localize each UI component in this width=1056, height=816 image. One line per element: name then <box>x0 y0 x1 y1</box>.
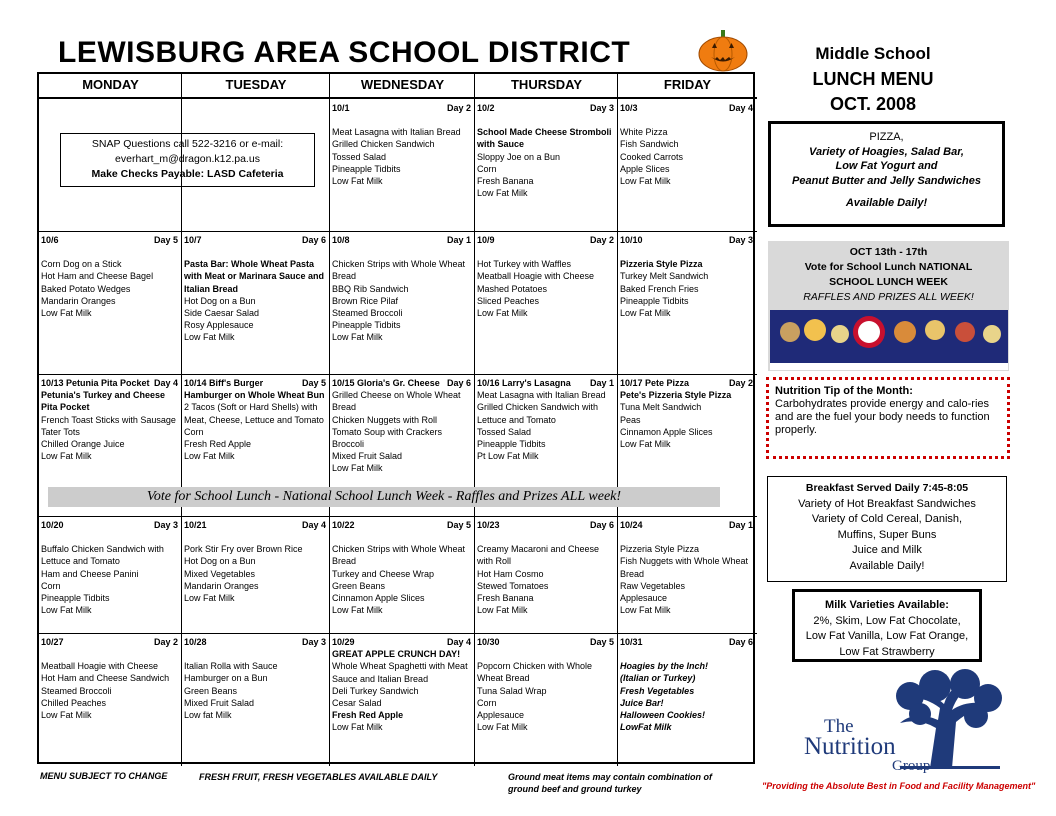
menu-date: 10/31 <box>620 637 643 647</box>
cell-header <box>620 636 753 648</box>
school-level: Middle School <box>815 44 931 63</box>
menu-day-cell <box>620 102 753 229</box>
cell-header <box>332 102 471 114</box>
menu-item: French Toast Sticks with Sausage <box>41 414 176 425</box>
menu-item: Pineapple Tidbits <box>477 439 546 450</box>
menu-item: Corn <box>477 163 497 174</box>
day-header-friday: FRIDAY <box>618 74 757 99</box>
menu-item: Juice Bar! <box>620 697 664 708</box>
menu-item: Applesauce <box>620 593 668 604</box>
row-divider <box>39 633 757 634</box>
menu-item: Mixed Fruit Salad <box>332 451 403 462</box>
day-header-thursday: THURSDAY <box>475 74 618 99</box>
logo-the: The <box>824 716 854 737</box>
menu-day-cell <box>620 636 753 764</box>
milk-line: 2%, Skim, Low Fat Chocolate, <box>813 614 961 627</box>
rotation-day: Day 3 <box>728 235 753 245</box>
menu-item: Creamy Macaroni and Cheese with Roll <box>477 544 600 567</box>
menu-item: Hot Ham and Cheese Sandwich <box>41 673 170 684</box>
menu-item: Turkey Melt Sandwich <box>620 271 709 282</box>
available-daily: Available Daily! <box>845 197 928 209</box>
menu-item: Buffalo Chicken Sandwich with Lettuce and Tomato <box>41 544 164 567</box>
yogurt-line: Low Fat Yogurt and <box>835 160 938 172</box>
hoagies-line: Variety of Hoagies, Salad Bar, <box>809 145 964 158</box>
snap-info-box <box>60 133 315 187</box>
menu-item: Italian Rolla with Sauce <box>184 661 278 672</box>
rotation-day: Day 1 <box>589 378 614 388</box>
rotation-day: Day 5 <box>153 235 178 245</box>
menu-item: Stewed Tomatoes <box>477 580 549 591</box>
menu-date: 10/2 <box>477 103 495 113</box>
cell-header <box>41 519 178 531</box>
cell-header <box>620 519 753 531</box>
menu-item: Mixed Vegetables <box>184 568 256 579</box>
menu-date: 10/24 <box>620 520 643 530</box>
menu-day-cell <box>477 519 614 631</box>
menu-item: Low Fat Milk <box>477 722 528 733</box>
menu-item: Hot Dog on a Bun <box>184 556 256 567</box>
cell-header <box>41 636 178 648</box>
cell-header <box>332 636 471 648</box>
menu-item: Green Beans <box>184 685 238 696</box>
menu-date: 10/15 Gloria's Gr. Cheese <box>332 378 440 388</box>
menu-date: 10/1 <box>332 103 350 113</box>
menu-item: Cinnamon Apple Slices <box>332 593 425 604</box>
menu-date: 10/3 <box>620 103 638 113</box>
snap-questions: SNAP Questions call 522-3216 or e-mail: <box>91 138 284 150</box>
milk-line: Low Fat Strawberry <box>839 645 935 658</box>
menu-item: Pineapple Tidbits <box>332 163 401 174</box>
menu-item: 2 Tacos (Soft or Hard Shells) with Meat, Cheese, Lettuce and Tomato <box>184 402 324 425</box>
menu-item: White Pizza <box>620 127 668 138</box>
menu-item: Side Caesar Salad <box>184 308 260 319</box>
menu-item: Pork Stir Fry over Brown Rice <box>184 544 303 555</box>
company-tagline: "Providing the Absolute Best in Food and Facility Management" <box>762 781 1036 791</box>
menu-day-cell <box>477 102 614 229</box>
menu-item: Low Fat Milk <box>332 332 383 343</box>
rotation-day: Day 3 <box>153 520 178 530</box>
menu-item: Tater Tots <box>41 426 80 437</box>
menu-item: Hot Ham Cosmo <box>477 568 544 579</box>
menu-item: Chilled Orange Juice <box>41 439 125 450</box>
menu-item: Pizzeria Style Pizza <box>620 544 700 555</box>
menu-item: Halloween Cookies! <box>620 710 706 721</box>
rotation-day: Day 2 <box>728 378 753 388</box>
menu-item: Applesauce <box>477 710 525 721</box>
menu-item: Cesar Salad <box>332 698 382 709</box>
rotation-day: Day 5 <box>446 520 471 530</box>
menu-item: Fish Nuggets with Whole Wheat Bread <box>620 556 749 579</box>
menu-item: Tomato Soup with Crackers <box>332 426 443 437</box>
menu-item: Tossed Salad <box>332 151 387 162</box>
menu-date: 10/20 <box>41 520 64 530</box>
rotation-day: Day 2 <box>446 103 471 113</box>
menu-item: Peas <box>620 414 641 425</box>
menu-item: Low Fat Milk <box>184 451 235 462</box>
cell-header <box>620 102 753 114</box>
row-divider <box>39 231 757 232</box>
menu-item: Cinnamon Apple Slices <box>620 426 713 437</box>
menu-item: Low Fat Milk <box>184 332 235 343</box>
column-divider <box>474 74 475 766</box>
menu-item: Sliced Peaches <box>477 295 540 306</box>
menu-item: Raw Vegetables <box>620 580 686 591</box>
menu-day-cell <box>477 636 614 764</box>
cell-header <box>477 377 614 389</box>
snap-checks: Make Checks Payable: LASD Cafeteria <box>91 168 284 180</box>
breakfast-line: Juice and Milk <box>852 544 922 556</box>
menu-day-cell <box>332 519 471 631</box>
menu-item: Low Fat Milk <box>332 176 383 187</box>
menu-item: Fresh Red Apple <box>184 439 252 450</box>
menu-item: Fresh Banana <box>477 176 534 187</box>
cell-header <box>332 234 471 246</box>
menu-item: Low Fat Milk <box>332 463 383 474</box>
row-divider <box>39 516 757 517</box>
menu-item: Mixed Fruit Salad <box>184 697 255 708</box>
menu-item: Grilled Chicken Sandwich <box>332 139 435 150</box>
menu-item: Chicken Strips with Whole Wheat Bread <box>332 544 466 567</box>
cell-header <box>41 377 178 389</box>
menu-item: Corn <box>41 580 61 591</box>
menu-item: Low Fat Milk <box>332 605 383 616</box>
menu-item: GREAT APPLE CRUNCH DAY! <box>332 649 461 660</box>
rotation-day: Day 4 <box>728 103 753 113</box>
menu-day-cell <box>332 102 471 229</box>
menu-item: Rosy Applesauce <box>184 320 254 331</box>
pizza-line: PIZZA, <box>869 131 904 143</box>
menu-item: LowFat Milk <box>620 722 672 733</box>
column-divider <box>329 74 330 766</box>
menu-item: Fresh Banana <box>477 593 534 604</box>
menu-item: School Made Cheese Stromboli with Sauce <box>477 127 612 150</box>
rotation-day: Day 1 <box>728 520 753 530</box>
rotation-day: Day 4 <box>301 520 326 530</box>
district-title: LEWISBURG AREA SCHOOL DISTRICT <box>58 36 631 69</box>
menu-item: Chicken Strips with Whole Wheat Bread <box>332 259 466 282</box>
day-header-tuesday: TUESDAY <box>182 74 330 99</box>
menu-item: Fresh Red Apple <box>332 710 404 721</box>
menu-date: 10/30 <box>477 637 500 647</box>
cell-header <box>477 519 614 531</box>
cell-header <box>184 519 326 531</box>
cell-header <box>477 102 614 114</box>
pbj-line: Peanut Butter and Jelly Sandwiches <box>792 174 981 187</box>
rotation-day: Day 3 <box>301 637 326 647</box>
vote-banner: Vote for School Lunch - National School Lunch Week - Raffles and Prizes ALL week! <box>48 487 720 507</box>
rotation-day: Day 2 <box>589 235 614 245</box>
column-divider <box>617 74 618 766</box>
cell-header <box>332 519 471 531</box>
breakfast-heading: Breakfast Served Daily 7:45-8:05 <box>805 482 969 494</box>
menu-month: OCT. 2008 <box>829 94 917 114</box>
menu-day-cell <box>41 636 178 764</box>
menu-item: Low Fat Milk <box>620 605 671 616</box>
menu-date: 10/7 <box>184 235 202 245</box>
menu-day-cell <box>41 234 178 372</box>
rotation-day: Day 6 <box>589 520 614 530</box>
breakfast-line: Available Daily! <box>849 559 925 572</box>
menu-item: Green Beans <box>332 580 386 591</box>
breakfast-box <box>767 476 1007 582</box>
rotation-day: Day 4 <box>446 637 471 647</box>
menu-date: 10/22 <box>332 520 355 530</box>
logo-group: Group <box>892 758 931 774</box>
pumpkin-icon <box>696 28 750 72</box>
menu-item: Hoagies by the Inch! <box>620 661 709 672</box>
footer-ground-meat-line1: Ground meat items may contain combination of <box>508 772 713 782</box>
menu-item: Hot Turkey with Waffles <box>477 259 572 270</box>
menu-date: 10/16 Larry's Lasagna <box>477 378 571 388</box>
menu-item: Hot Dog on a Bun <box>184 295 256 306</box>
menu-item: Low Fat Milk <box>41 308 92 319</box>
menu-item: Chicken Nuggets with Roll <box>332 414 438 425</box>
menu-day-cell <box>620 234 753 372</box>
menu-day-cell <box>332 636 471 764</box>
footer-fresh-fruit: FRESH FRUIT, FRESH VEGETABLES AVAILABLE DAILY <box>199 772 438 782</box>
menu-day-cell <box>477 234 614 372</box>
rotation-day: Day 6 <box>446 378 471 388</box>
menu-day-cell <box>184 234 326 372</box>
rotation-day: Day 6 <box>301 235 326 245</box>
natl-dates: OCT 13th - 17th <box>849 246 928 258</box>
breakfast-line: Muffins, Super Buns <box>837 528 937 541</box>
menu-item: Pizzeria Style Pizza <box>620 259 703 270</box>
menu-item: Brown Rice Pilaf <box>332 295 399 306</box>
menu-item: Hamburger on Whole Wheat Bun <box>184 390 325 401</box>
school-lunch-characters-image <box>770 310 1008 370</box>
menu-item: Whole Wheat Spaghetti with Meat Sauce and Italian Bread <box>332 661 468 684</box>
menu-item: Deli Turkey Sandwich <box>332 685 419 696</box>
menu-item: Corn Dog on a Stick <box>41 259 122 270</box>
milk-heading: Milk Varieties Available: <box>825 599 949 611</box>
nutrition-tip-box <box>766 377 1010 459</box>
menu-item: Meatball Hoagie with Cheese <box>41 661 159 672</box>
snap-email: everhart_m@dragon.k12.pa.us <box>115 153 260 165</box>
menu-item: Tossed Salad <box>477 426 532 437</box>
menu-item: Grilled Chicken Sandwich with Lettuce and Tomato <box>477 402 599 425</box>
menu-date: 10/28 <box>184 637 207 647</box>
menu-date: 10/21 <box>184 520 207 530</box>
menu-item: Turkey and Cheese Wrap <box>332 568 435 579</box>
milk-varieties-box <box>792 589 982 662</box>
menu-item: Tuna Salad Wrap <box>477 685 547 696</box>
menu-item: Cooked Carrots <box>620 151 684 162</box>
menu-item: Fresh Vegetables <box>620 685 695 696</box>
menu-day-cell <box>332 234 471 372</box>
menu-item: Meat Lasagna with Italian Bread <box>477 390 606 401</box>
menu-item: Low Fat Milk <box>620 439 671 450</box>
menu-item: Baked Potato Wedges <box>41 283 131 294</box>
menu-item: Mashed Potatoes <box>477 283 548 294</box>
menu-item: Petunia's Turkey and Cheese Pita Pocket <box>41 390 166 413</box>
menu-date: 10/14 Biff's Burger <box>184 378 264 388</box>
menu-date: 10/6 <box>41 235 59 245</box>
menu-item: Hot Ham and Cheese Bagel <box>41 271 154 282</box>
footer-ground-meat <box>508 771 712 795</box>
menu-item: Low Fat Milk <box>620 176 671 187</box>
rotation-day: Day 6 <box>728 637 753 647</box>
menu-item: Corn <box>184 426 204 437</box>
menu-item: Low Fat Milk <box>41 451 92 462</box>
daily-options-box <box>768 121 1005 227</box>
menu-date: 10/13 Petunia Pita Pocket <box>41 378 150 388</box>
natl-raffles: RAFFLES AND PRIZES ALL WEEK! <box>803 291 974 303</box>
cell-header <box>477 234 614 246</box>
cell-header <box>184 636 326 648</box>
menu-item: Corn <box>477 697 497 708</box>
rotation-day: Day 4 <box>153 378 178 388</box>
cell-header <box>184 377 326 389</box>
row-divider <box>39 374 757 375</box>
cell-header <box>620 377 753 389</box>
natl-vote: Vote for School Lunch NATIONAL <box>804 261 973 273</box>
cell-header <box>332 377 471 389</box>
menu-item: Steamed Broccoli <box>332 308 403 319</box>
menu-item: Low Fat Milk <box>184 593 235 604</box>
menu-date: 10/17 Pete Pizza <box>620 378 690 388</box>
breakfast-line: Variety of Cold Cereal, Danish, <box>811 513 963 525</box>
menu-item: Hamburger on a Bun <box>184 673 268 684</box>
menu-day-cell <box>41 519 178 631</box>
menu-date: 10/27 <box>41 637 64 647</box>
rotation-day: Day 5 <box>301 378 326 388</box>
menu-date: 10/10 <box>620 235 643 245</box>
menu-item: Pasta Bar: Whole Wheat Pasta with Meat or Marinara Sauce and Italian Bread <box>184 259 325 294</box>
rotation-day: Day 3 <box>589 103 614 113</box>
rotation-day: Day 5 <box>589 637 614 647</box>
breakfast-line: Variety of Hot Breakfast Sandwiches <box>798 497 976 510</box>
cell-header <box>184 234 326 246</box>
menu-item: Broccoli <box>332 439 365 450</box>
menu-item: Mandarin Oranges <box>184 580 259 591</box>
menu-label: LUNCH MENU <box>812 69 934 89</box>
menu-item: Low Fat Milk <box>620 308 671 319</box>
menu-item: Baked French Fries <box>620 283 699 294</box>
menu-item: (Italian or Turkey) <box>620 673 696 684</box>
cell-header <box>41 234 178 246</box>
menu-item: Sloppy Joe on a Bun <box>477 151 561 162</box>
menu-item: Mandarin Oranges <box>41 295 116 306</box>
menu-item: Low Fat Milk <box>332 722 383 733</box>
menu-item: Low Fat Milk <box>477 308 528 319</box>
menu-item: BBQ Rib Sandwich <box>332 283 409 294</box>
menu-item: Meat Lasagna with Italian Bread <box>332 127 461 138</box>
menu-item: Low Fat Milk <box>477 188 528 199</box>
menu-item: Fish Sandwich <box>620 139 679 150</box>
menu-day-cell <box>184 636 326 764</box>
nutrition-tip-heading: Nutrition Tip of the Month: <box>775 385 913 397</box>
footer-menu-change: MENU SUBJECT TO CHANGE <box>40 771 168 781</box>
cell-header <box>620 234 753 246</box>
menu-item: Steamed Broccoli <box>41 685 112 696</box>
menu-item: Chilled Peaches <box>41 697 107 708</box>
menu-item: Low Fat Milk <box>477 605 528 616</box>
menu-day-cell <box>184 519 326 631</box>
menu-day-cell <box>620 519 753 631</box>
day-header-wednesday: WEDNESDAY <box>330 74 475 99</box>
menu-item: Low fat Milk <box>184 710 232 721</box>
menu-item: Pt Low Fat Milk <box>477 451 539 462</box>
milk-line: Low Fat Vanilla, Low Fat Orange, <box>805 630 969 642</box>
menu-item: Low Fat Milk <box>41 605 92 616</box>
menu-item: Meatball Hoagie with Cheese <box>477 271 595 282</box>
menu-date: 10/29 <box>332 637 355 647</box>
day-header-monday: MONDAY <box>39 74 182 99</box>
menu-item: Pineapple Tidbits <box>620 295 689 306</box>
menu-date: 10/8 <box>332 235 350 245</box>
natl-week: SCHOOL LUNCH WEEK <box>829 276 948 288</box>
footer-ground-meat-line2: ground beef and ground turkey <box>508 784 642 794</box>
menu-date: 10/9 <box>477 235 495 245</box>
menu-item: Popcorn Chicken with Whole Wheat Bread <box>477 661 593 684</box>
menu-item: Apple Slices <box>620 163 670 174</box>
rotation-day: Day 1 <box>446 235 471 245</box>
menu-item: Pineapple Tidbits <box>41 593 110 604</box>
menu-item: Grilled Cheese on Whole Wheat Bread <box>332 390 461 413</box>
rotation-day: Day 2 <box>153 637 178 647</box>
menu-item: Pineapple Tidbits <box>332 320 401 331</box>
nutrition-group-logo <box>780 668 1010 778</box>
menu-item: Low Fat Milk <box>41 710 92 721</box>
nutrition-tip-text: Carbohydrates provide energy and calo-ries and are the fuel your body needs to function properly. <box>775 398 990 436</box>
menu-item: Tuna Melt Sandwich <box>620 402 702 413</box>
menu-date: 10/23 <box>477 520 500 530</box>
menu-item: Pete's Pizzeria Style Pizza <box>620 390 732 401</box>
cell-header <box>477 636 614 648</box>
logo-nutrition: Nutrition <box>804 733 896 760</box>
menu-item: Ham and Cheese Panini <box>41 568 139 579</box>
